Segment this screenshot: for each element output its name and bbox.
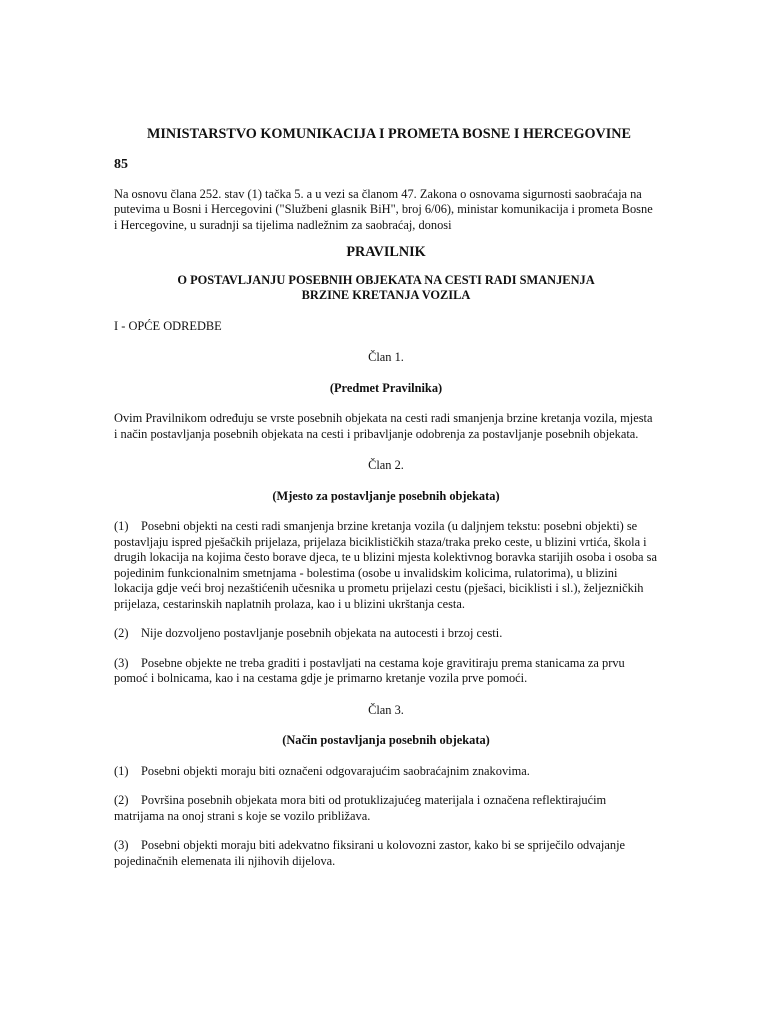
paragraph-text: Posebni objekti na cesti radi smanjenja brzine kretanja vozila (u daljnjem tekstu: posebni objekti) se postavljaju ispred pješačkih prijelaza, prijelaza biciklističkih staza/traka preko ceste, u blizini vrtića, škola i drugih lokacija na kojima često borave djeca, te u blizini mjesta kolektivnog boravka starijih osoba i osoba sa pojedinim funkcionalnim smetnjama - bolestima (osobe u invalidskim kolicima, rulatorima), u blizini lokacija gdje veći broj nezaštićenih učesnika u prometu prijelazi cestu (pješaci, biciklisti i sl.), željezničkih prijelaza, cestarinskih naplatnih prolaza, kao i u blizini ukrštanja cesta.: [114, 519, 657, 611]
article-title: (Način postavljanja posebnih objekata): [282, 733, 490, 747]
rulebook-subtitle: O POSTAVLJANJU POSEBNIH OBJEKATA NA CESTI RADI SMANJENJA BRZINE KRETANJA VOZILA: [177, 272, 595, 302]
paragraph-text: Posebne objekte ne treba graditi i postavljati na cestama koje gravitiraju prema stanicama za prvu pomoć i bolnicama, kao i na cestama gdje je primarno kretanje vozila prve pomoći.: [114, 655, 625, 685]
document-body: [114, 125, 658, 869]
article-paragraph: [114, 838, 658, 869]
paragraph-text: Nije dozvoljeno postavljanje posebnih objekata na autocesti i brzoj cesti.: [141, 626, 503, 640]
paragraph-text: Posebni objekti moraju biti označeni odgovarajućim saobraćajnim znakovima.: [141, 763, 530, 778]
paragraph-index: (3): [114, 655, 129, 670]
paragraph-text: Ovim Pravilnikom određuju se vrste posebnih objekata na cesti radi smanjenja brzine kretanja vozila, mjesta i način postavljanja posebnih objekata na cesti i pribavljanje odobrenja za postavljanje posebnih objekata.: [114, 411, 653, 441]
paragraph-index: (2): [114, 793, 129, 807]
article-paragraph: [114, 764, 658, 780]
paragraph-index: (2): [114, 626, 129, 640]
paragraph-index: (3): [114, 838, 129, 852]
article-paragraph: [114, 793, 658, 824]
article-paragraph: [114, 656, 658, 687]
article-title: (Predmet Pravilnika): [329, 380, 443, 395]
legal-basis-paragraph: Na osnovu člana 252. stav (1) tačka 5. a u vezi sa članom 47. Zakona o osnovama sigurnosti saobraćaja na putevima u Bosni i Hercegovini ("Službeni glasnik BiH", broj 6/06), ministar komunikacija i prometa Bosne i Hercegovine, u suradnji sa tijelima nadležnim za saobraćaj, donosi: [114, 186, 653, 232]
article-paragraph: [114, 626, 658, 642]
paragraph-text: Površina posebnih objekata mora biti od protuklizajućeg materijala i označena reflektirajućim matrijama na onoj strani s koje se vozilo približava.: [114, 793, 607, 823]
article-number: Član 3.: [368, 702, 404, 717]
section-heading: I - OPĆE ODREDBE: [114, 318, 222, 333]
document-number: 85: [114, 157, 128, 172]
paragraph-text: Posebni objekti moraju biti adekvatno fiksirani u kolovozni zastor, kako bi se spriječilo odvajanje pojedinačnih elemenata ili njihovih dijelova.: [114, 838, 626, 868]
ministry-heading: MINISTARSTVO KOMUNIKACIJA I PROMETA BOSNE I HERCEGOVINE: [147, 126, 631, 142]
article-number: Član 1.: [368, 350, 404, 364]
article-number: Član 2.: [368, 458, 404, 472]
paragraph-index: (1): [114, 763, 129, 778]
article-paragraph: [114, 411, 658, 442]
article-title: (Mjesto za postavljanje posebnih objekata): [272, 488, 500, 503]
paragraph-index: (1): [114, 519, 129, 533]
article-paragraph: [114, 519, 658, 612]
rulebook-title: PRAVILNIK: [346, 244, 426, 260]
